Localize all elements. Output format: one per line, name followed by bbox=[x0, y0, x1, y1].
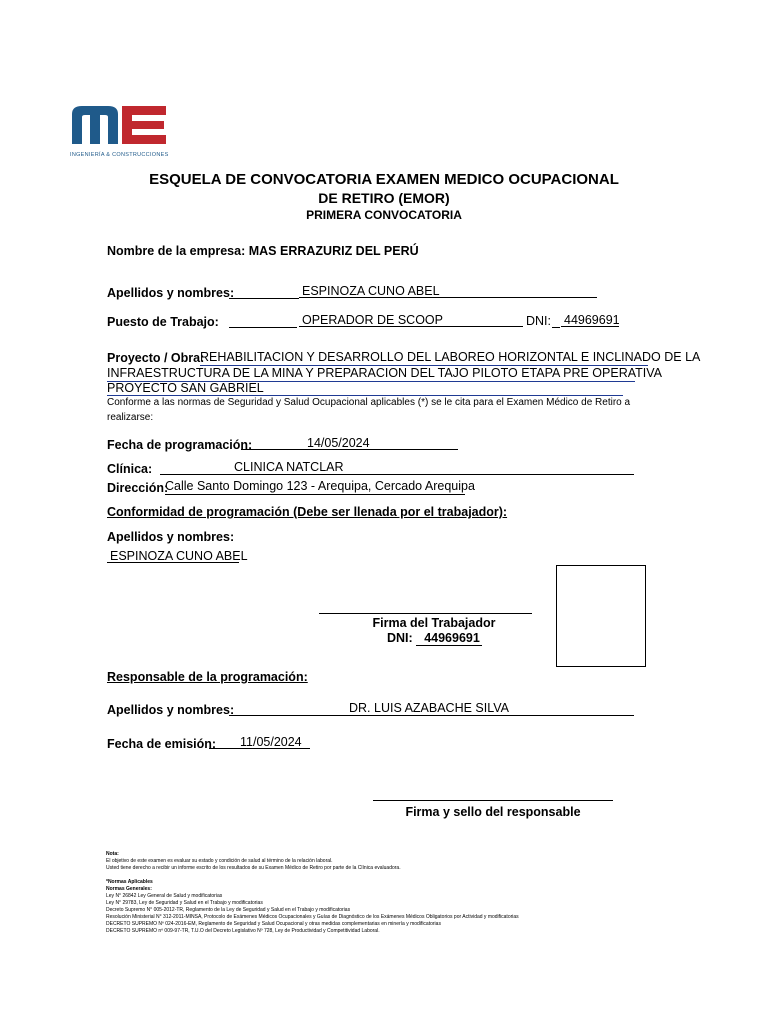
firma-responsable-label: Firma y sello del responsable bbox=[405, 805, 581, 819]
nota-line1: El objetivo de este examen es evaluar su estado y condición de salud al término de la relación laboral. bbox=[106, 858, 333, 864]
conformidad-apellidos-label: Apellidos y nombres: bbox=[107, 530, 235, 544]
conforme-line2: realizarse: bbox=[107, 412, 154, 423]
clinica-blank bbox=[160, 460, 234, 475]
conformidad-apellidos-value: ESPINOZA CUNO ABEL bbox=[107, 549, 239, 563]
fecha-emision-value: 11/05/2024 bbox=[209, 735, 310, 749]
nota-title: Nota: bbox=[106, 851, 119, 857]
puesto-dni-label: DNI: bbox=[526, 314, 551, 328]
puesto-label: Puesto de Trabajo: bbox=[107, 315, 219, 329]
firma-trabajador-dni-value: 44969691 bbox=[416, 631, 482, 646]
proyecto-label: Proyecto / Obra: bbox=[107, 351, 205, 365]
direccion-value: Calle Santo Domingo 123 - Arequipa, Cercado Arequipa bbox=[165, 479, 475, 493]
empresa-row bbox=[107, 244, 419, 258]
notes-block bbox=[106, 851, 606, 935]
document-title-line1: ESQUELA DE CONVOCATORIA EXAMEN MEDICO OCUPACIONAL bbox=[149, 171, 619, 188]
puesto-blank bbox=[229, 313, 297, 328]
empresa-label: Nombre de la empresa: bbox=[107, 244, 246, 258]
norma-item: Ley N° 29783, Ley de Seguridad y Salud en el Trabajo y modificatorias bbox=[106, 900, 263, 906]
conforme-line1: Conforme a las normas de Seguridad y Salud Ocupacional aplicables (*) se le cita para el Examen Médico de Retiro a bbox=[107, 397, 631, 408]
me-logo-icon bbox=[70, 104, 170, 146]
proyecto-line3: PROYECTO SAN GABRIEL bbox=[107, 381, 623, 396]
firma-trabajador-dni-label: DNI: bbox=[387, 631, 413, 645]
logo-tagline: INGENIERÍA & CONSTRUCCIONES bbox=[70, 152, 169, 158]
conformidad-heading: Conformidad de programación (Debe ser llenada por el trabajador): bbox=[107, 505, 508, 519]
firma-trabajador-label: Firma del Trabajador bbox=[372, 616, 496, 630]
normas-title: *Normas Aplicables bbox=[106, 879, 153, 885]
nota-line2: Usted tiene derecho a recibir un informe escrito de los resultados de su Examen Médico de Retiro por parte de la Clínica evaluadora. bbox=[106, 865, 401, 871]
fecha-emision-label: Fecha de emisión: bbox=[107, 737, 217, 751]
document-title-line2: DE RETIRO (EMOR) bbox=[318, 190, 450, 206]
document-subtitle: PRIMERA CONVOCATORIA bbox=[306, 208, 462, 222]
photo-box bbox=[556, 565, 646, 667]
proyecto-line1: REHABILITACION Y DESARROLLO DEL LABOREO HORIZONTAL E INCLINADO DE LA bbox=[200, 350, 701, 364]
empresa-value: MAS ERRAZURIZ DEL PERÚ bbox=[248, 244, 419, 258]
norma-item: DECRETO SUPREMO nº 009-97-TR, T.U.O del Decreto Legislativo Nº 728, Ley de Productividad y Competitividad Laboral. bbox=[106, 928, 380, 934]
norma-item: Resolución Ministerial N° 312-2011-MINSA, Protocolo de Exámenes Médicos Ocupacionales y Guías de Diagnóstico de los Exámenes Médicos Obligatorios por Actividad y modificatorias bbox=[106, 914, 519, 920]
responsable-apellidos-value: DR. LUIS AZABACHE SILVA bbox=[229, 701, 634, 716]
proyecto-line2: INFRAESTRUCTURA DE LA MINA Y PREPARACION DEL TAJO PILOTO ETAPA PRE OPERATIVA bbox=[107, 366, 662, 380]
norma-item: Ley N° 26842 Ley General de Salud y modificatorias bbox=[106, 893, 223, 899]
direccion-label: Dirección: bbox=[107, 481, 169, 495]
fecha-programacion-label: Fecha de programación: bbox=[107, 438, 253, 452]
firma-responsable-line bbox=[373, 787, 613, 801]
apellidos-value: ESPINOZA CUNO ABEL bbox=[299, 284, 597, 298]
company-logo bbox=[70, 104, 176, 158]
clinica-value: CLINICA NATCLAR bbox=[234, 460, 634, 475]
puesto-value: OPERADOR DE SCOOP bbox=[299, 313, 523, 327]
apellidos-label: Apellidos y nombres: bbox=[107, 286, 235, 300]
clinica-label: Clínica: bbox=[107, 462, 153, 476]
responsable-apellidos-label: Apellidos y nombres: bbox=[107, 703, 235, 717]
fecha-programacion-value: 14/05/2024 bbox=[241, 436, 458, 450]
norma-item: DECRETO SUPREMO Nº 024-2016-EM, Reglamento de Seguridad y Salud Ocupacional y otras medidas complementarias en minería y modificatorias bbox=[106, 921, 441, 927]
puesto-dni-blank bbox=[552, 313, 560, 328]
responsable-heading: Responsable de la programación: bbox=[107, 670, 308, 684]
puesto-dni-value: 44969691 bbox=[561, 313, 619, 327]
normas-generales-title: Normas Generales: bbox=[106, 886, 152, 892]
firma-trabajador-dni bbox=[387, 631, 482, 645]
apellidos-blank bbox=[229, 284, 299, 299]
norma-item: Decreto Supremo N° 005-2012-TR, Reglamento de la Ley de Seguridad y Salud en el Trabajo y modificatorias bbox=[106, 907, 351, 913]
firma-trabajador-line bbox=[319, 600, 532, 614]
